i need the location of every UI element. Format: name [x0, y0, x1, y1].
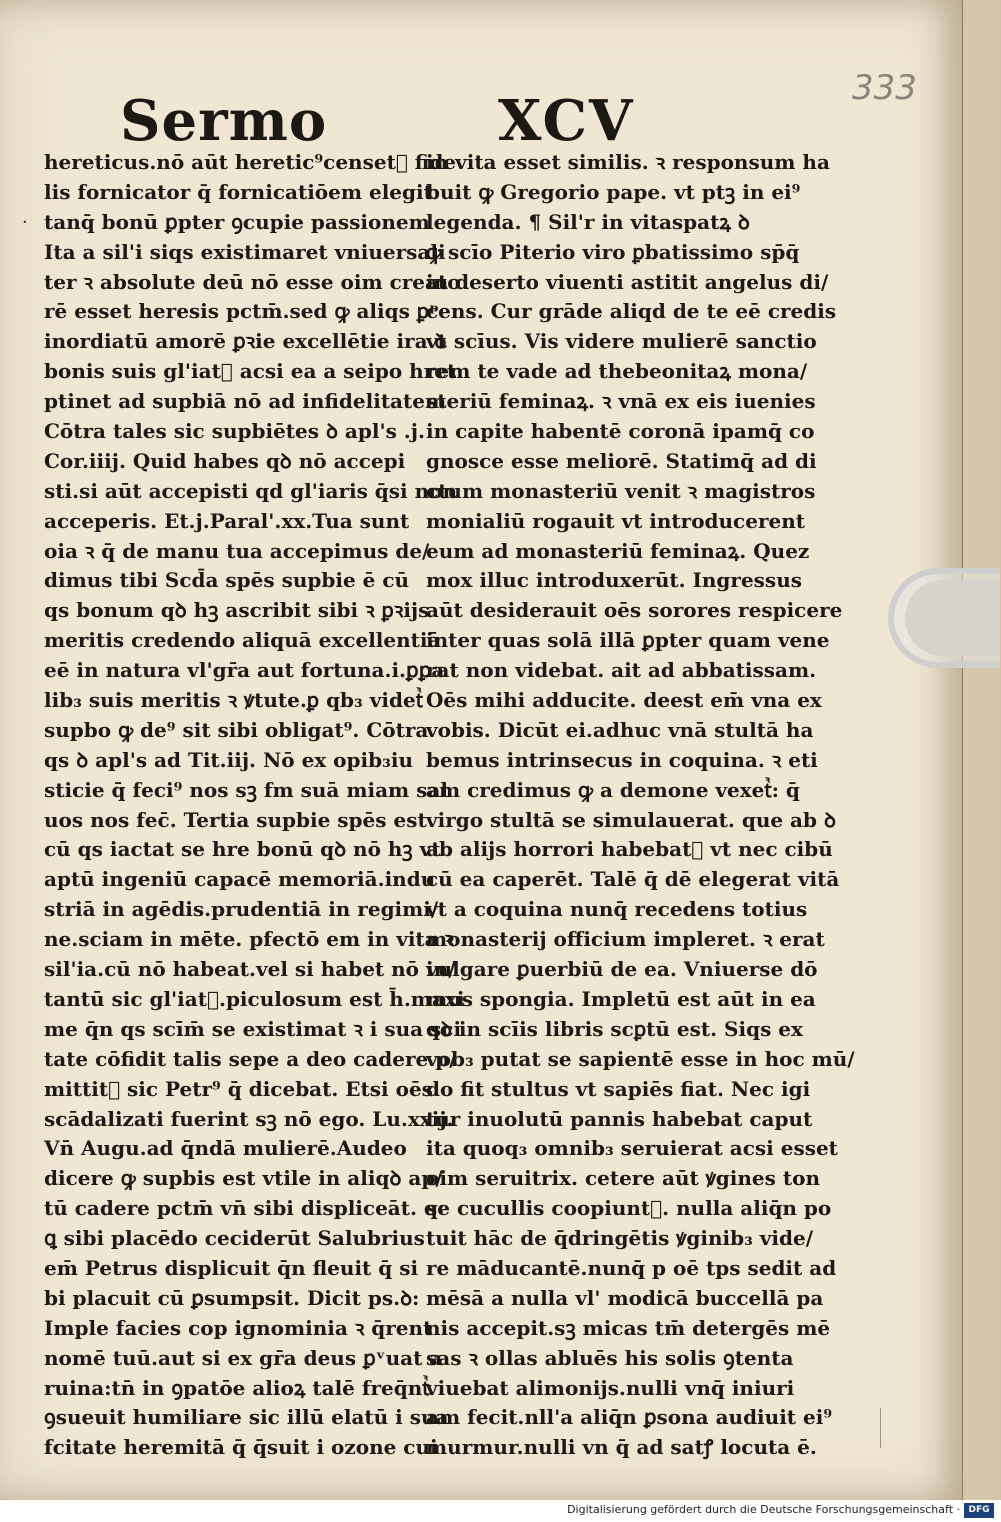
text-line: vobis. Dicūt ei.adhuc vnā stultā ha	[426, 717, 814, 742]
text-line: ꝙ scīo Piterio viro ꝑbatissimo sp̄q̄	[426, 239, 800, 264]
text-line: mus spongia. Impletū est aūt in ea	[426, 986, 816, 1011]
footer-credit: Digitalisierung gefördert durch die Deutsche Forschungsgemeinschaft ·	[567, 1503, 960, 1516]
text-line: rat non videbat. ait ad abbatissam.	[426, 658, 817, 683]
text-line: sil'ia.cū nō habeat.vel si habet nō in/	[44, 957, 456, 982]
text-line: rem te vade ad thebeonitaꝝ mona/	[426, 359, 808, 384]
text-line: oim seruitrix. cetere aūt ꝟgines ton	[426, 1166, 820, 1191]
text-line: inter quas solā illā ꝑpter quam vene	[426, 628, 830, 653]
text-line: in deserto viuenti astitit angelus di/	[426, 269, 829, 294]
running-header-right: XCV	[498, 88, 635, 154]
text-line: fcitate heremitā q̄ q̄suit i ozone cui	[44, 1435, 438, 1460]
text-line: lis fornicator q̄ fornicatiōem elegit	[44, 179, 433, 204]
text-line: hereticus.nō aūt heretic⁹censetᷣ fide	[44, 150, 457, 174]
text-line: ter ꝛ absolute deū nō esse oim creato	[44, 269, 461, 294]
page-corner-mark	[880, 1408, 891, 1448]
text-line: vt a coquina nunq̄ recedens totius	[426, 897, 808, 922]
text-line: dimus tibi Scd̄a spēs supbie ē cū	[44, 568, 410, 593]
text-line: am fecit.nll'a aliq̄n ꝑsona audiuit ei⁹	[426, 1405, 833, 1430]
text-line: aūt desiderauit oēs sorores respicere	[426, 598, 843, 623]
text-line: striā in agēdis.prudentiā in regimi/	[44, 897, 439, 922]
text-line: ita quoq₃ omnib₃ seruierat acsi esset	[426, 1136, 838, 1161]
text-line: vulgare ꝑuerbiū de ea. Vniuerse dō	[426, 957, 818, 982]
text-line: lib₃ suis meritis ꝛ ꝟtute.ꝑ qb₃ videtᷣ	[44, 688, 423, 713]
text-line: cū qs iactat se hre bonū qꝺ nō hꝫ vt	[44, 837, 441, 862]
text-line: gnosce esse meliorē. Statimq̄ ad di	[426, 448, 817, 473]
text-line: aptū ingeniū capacē memoriā.indu	[44, 867, 436, 892]
text-line: tanq̄ bonū ꝑpter ꝯcupie passionem	[44, 209, 430, 234]
text-line: Cor.iiij. Quid habes qꝺ nō accepi	[44, 448, 406, 473]
text-line: Oēs mihi adducite. deest em̄ vna ex	[426, 688, 822, 713]
text-line: uos nos fec̄. Tertia supbie spēs est	[44, 807, 427, 832]
text-line: qꝺ in scīis libris scꝑtū est. Siqs ex	[426, 1016, 803, 1041]
text-line: eē in natura vl'gr̄a aut fortuna.i.ꝑꝑa	[44, 658, 445, 683]
text-line: ne.sciam in mēte. pfectō em in vita ꝛ	[44, 927, 455, 952]
text-line: supbo ꝙ de⁹ sit sibi obligat⁹. Cōtra	[44, 717, 429, 742]
text-line: me q̄n qs scīm̄ se existimat ꝛ i sua sci	[44, 1016, 462, 1041]
running-header-left: Sermo	[120, 88, 328, 154]
text-line: vt scīus. Vis videre mulierē sanctio	[426, 329, 817, 354]
text-line: ptinet ad supbiā nō ad infidelitatem	[44, 389, 447, 414]
text-line: bemus intrinsecus in coquina. ꝛ eti	[426, 747, 818, 772]
text-line: Cōtra tales sic supbiētes ꝺ apl's .j.	[44, 419, 425, 444]
text-line: acceperis. Et.j.Paral'.xx.Tua sunt	[44, 508, 410, 533]
text-line: inordiatū amorē ꝑꝛie excellētie ira ꝺ	[44, 329, 447, 354]
text-line: monasterij officium impleret. ꝛ erat	[426, 927, 825, 952]
text-line: scādalizati fuerint sꝫ nō ego. Lu.xxij.	[44, 1106, 454, 1131]
text-line: Ita a sil'i siqs existimaret vniuersali	[44, 239, 446, 264]
text-line: vob₃ putat se sapientē esse in hoc mū/	[426, 1046, 855, 1071]
text-line: eum ad monasteriū feminaꝝ. Quez	[426, 538, 810, 563]
text-line: qs bonum qꝺ hꝫ ascribit sibi ꝛ ꝑꝛijs	[44, 598, 430, 623]
dfg-logo: DFG	[964, 1503, 994, 1518]
text-line: mittitᷣ sic Petr⁹ q̄ dicebat. Etsi oēs	[44, 1076, 433, 1101]
text-line: do fit stultus vt sapiēs fiat. Nec igi	[426, 1076, 811, 1101]
margin-mark: ·	[22, 212, 28, 233]
text-line: dicere ꝙ supbis est vtile in aliqꝺ ap/	[44, 1166, 443, 1191]
text-line: buit ꝙ Gregorio pape. vt ptꝫ in ei⁹	[426, 179, 801, 204]
text-line: oia ꝛ q̄ de manu tua accepimus de/	[44, 538, 430, 563]
text-line: legenda. ¶ Sil'r in vitaspatꝝ ꝺ	[426, 209, 750, 234]
text-line: ab alijs horrori habebatᷣ vt nec cibū	[426, 837, 833, 862]
text-line: tuit hāc de q̄dringētis ꝟginib₃ vide/	[426, 1226, 814, 1251]
text-line: ctum monasteriū venit ꝛ magistros	[426, 478, 816, 503]
text-line: cū ea caperēt. Talē q̄ dē elegerat vitā	[426, 867, 840, 892]
text-column-right	[426, 148, 855, 1463]
text-line: re māducantē.nunq̄ p oē tps sedit ad	[426, 1255, 837, 1280]
text-line: mēsā a nulla vl' modicā buccellā pa	[426, 1285, 824, 1310]
text-line: bi placuit cū ꝑsumpsit. Dicit ps.ꝺ:	[44, 1285, 420, 1310]
text-line: tantū sic gl'iatᷣ.piculosum est h̄.maxi	[44, 986, 465, 1011]
text-line: in capite habentē coronā ipamq̄ co	[426, 419, 815, 444]
text-line: mox illuc introduxerūt. Ingressus	[426, 568, 802, 593]
text-line: meritis credendo aliquā excellentiā	[44, 628, 441, 653]
text-line: ruina:tn̄ in ꝯpatōe alioꝝ talē freq̄ntᷣ	[44, 1375, 430, 1400]
page-clip-inner	[905, 580, 1000, 656]
text-line: bonis suis gl'iatᷣ acsi ea a seipo hret	[44, 359, 457, 384]
text-line: tū cadere pctm̄ vn̄ sibi displiceāt. q꞉	[44, 1196, 445, 1221]
text-line: cens. Cur grāde aliqd de te eē credis	[426, 299, 837, 324]
text-line: murmur.nulli vn q̄ ad satꝭ locuta ē.	[426, 1435, 817, 1460]
folio-number: 333	[852, 68, 917, 108]
text-line: qs ꝺ apl's ad Tit.iij. Nō ex opib₃iu	[44, 747, 413, 772]
text-line: ꝯsueuit humiliare sic illū elatū i sua	[44, 1405, 449, 1430]
text-line: em̄ Petrus displicuit q̄n fleuit q̄ si	[44, 1255, 419, 1280]
text-line: tur inuolutū pannis habebat caput	[426, 1106, 813, 1131]
text-line: Vn̄ Augu.ad q̄ndā mulierē.Audeo	[44, 1136, 407, 1161]
text-line: tate cōfidit talis sepe a deo cadere p/	[44, 1046, 457, 1071]
text-line: in vita esset similis. ꝛ responsum ha	[426, 150, 830, 174]
text-line: monialiū rogauit vt introducerent	[426, 508, 806, 533]
text-line: nis accepit.sꝫ micas tm̄ detergēs mē	[426, 1315, 831, 1340]
text-line: am credimus ꝙ a demone vexetᷣ: q̄	[426, 777, 800, 802]
text-line: steriū feminaꝝ. ꝛ vnā ex eis iuenies	[426, 389, 816, 414]
text-line: ꝗ sibi placēdo ceciderūt Salubrius	[44, 1226, 425, 1251]
text-line: viuebat alimonijs.nulli vnq̄ iniuri	[426, 1375, 795, 1400]
footer-bar	[0, 1500, 1000, 1522]
text-line: Imple facies cop ignominia ꝛ q̄rent	[44, 1315, 433, 1340]
page-edges	[962, 0, 1001, 1500]
text-column-left	[44, 148, 465, 1463]
text-line: sas ꝛ ollas abluēs his solis ꝯtenta	[426, 1345, 794, 1370]
text-line: virgo stultā se simulauerat. que ab ꝺ	[426, 807, 836, 832]
text-line: sticie q̄ feci⁹ nos sꝫ fm suā miam sal	[44, 777, 448, 802]
text-line: se cucullis coopiuntᷣ. nulla aliq̄n po	[426, 1196, 832, 1221]
text-line: nomē tuū.aut si ex gr̄a deus ꝑᵛuat a	[44, 1345, 443, 1370]
text-line: sti.si aūt accepisti qd gl'iaris q̄si non	[44, 478, 458, 503]
text-line: rē esset heresis pctm̄.sed ꝙ aliqs ꝑᵖ	[44, 299, 440, 324]
